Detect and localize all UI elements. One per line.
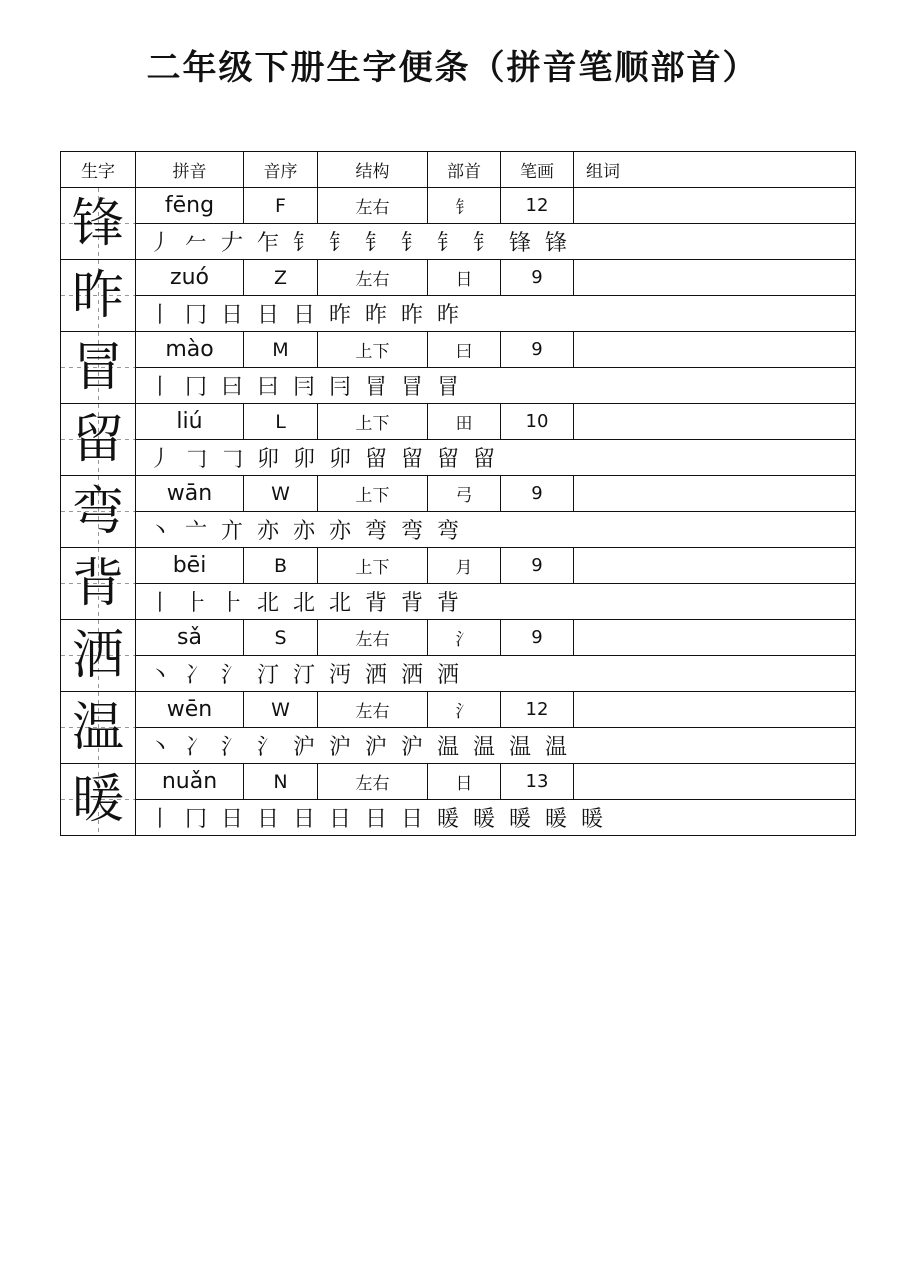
stroke-order-cell (136, 656, 856, 692)
stroke-order-cell (136, 296, 856, 332)
radical-cell: 曰 (428, 332, 501, 368)
header-pinyin: 拼音 (136, 152, 244, 188)
radical-cell: 氵 (428, 692, 501, 728)
stroke-step: 背 (400, 591, 423, 616)
stroke-step: 丨 (148, 303, 171, 328)
structure-cell: 上下 (318, 404, 428, 440)
structure-cell: 上下 (318, 548, 428, 584)
stroke-step: 亦 (292, 519, 315, 544)
page-title: 二年级下册生字便条（拼音笔顺部首） (146, 48, 759, 88)
stroke-step: 日 (292, 807, 315, 832)
stroke-step: 亦 (256, 519, 279, 544)
stroke-step: 沪 (400, 735, 423, 760)
stroke-step: 亣 (220, 519, 243, 544)
strokes-cell: 10 (501, 404, 574, 440)
stroke-step: 暖 (508, 807, 531, 832)
order-cell: Z (244, 260, 318, 296)
stroke-step: 曰 (256, 375, 279, 400)
stroke-step: 𠃌 (220, 447, 243, 472)
strokes-cell: 9 (501, 548, 574, 584)
stroke-order-cell (136, 512, 856, 548)
stroke-step: 乍 (256, 231, 279, 256)
stroke-step: 沔 (328, 663, 351, 688)
entry-info-row (61, 188, 856, 224)
stroke-step: 北 (328, 591, 351, 616)
stroke-step: 亠 (184, 519, 207, 544)
structure-cell: 上下 (318, 332, 428, 368)
stroke-step: 日 (328, 807, 351, 832)
stroke-step: 昨 (436, 303, 459, 328)
entry-info-row (61, 764, 856, 800)
stroke-step: 钅 (436, 231, 459, 256)
stroke-step: 北 (256, 591, 279, 616)
order-cell: F (244, 188, 318, 224)
stroke-step: 洒 (400, 663, 423, 688)
char-cell (61, 332, 136, 404)
stroke-step: 温 (472, 735, 495, 760)
header-strokes: 笔画 (501, 152, 574, 188)
entry-info-row (61, 332, 856, 368)
header-order: 音序 (244, 152, 318, 188)
stroke-step: 日 (220, 807, 243, 832)
words-cell (574, 332, 856, 368)
stroke-step: 冂 (184, 303, 207, 328)
strokes-cell: 13 (501, 764, 574, 800)
radical-cell: 钅 (428, 188, 501, 224)
header-radical: 部首 (428, 152, 501, 188)
entry-info-row (61, 548, 856, 584)
order-cell: L (244, 404, 318, 440)
entry-info-row (61, 620, 856, 656)
pinyin-cell: sǎ (136, 620, 244, 656)
header-char: 生字 (61, 152, 136, 188)
stroke-step: 钅 (472, 231, 495, 256)
char: 弯 (71, 481, 124, 542)
stroke-step: 钅 (292, 231, 315, 256)
entry-stroke-row (61, 800, 856, 836)
char-cell (61, 260, 136, 332)
stroke-order-cell (136, 440, 856, 476)
entry-info-row (61, 260, 856, 296)
order-cell: W (244, 476, 318, 512)
stroke-order-cell (136, 368, 856, 404)
words-cell (574, 692, 856, 728)
header-structure: 结构 (318, 152, 428, 188)
order-cell: B (244, 548, 318, 584)
stroke-step: 卯 (292, 447, 315, 472)
strokes-cell: 9 (501, 476, 574, 512)
stroke-step: 亦 (328, 519, 351, 544)
char-cell (61, 548, 136, 620)
stroke-step: 日 (220, 303, 243, 328)
stroke-step: ⺊ (220, 591, 243, 616)
stroke-step: 弯 (364, 519, 387, 544)
stroke-step: 锋 (544, 231, 567, 256)
stroke-step: 冒 (364, 375, 387, 400)
structure-cell: 左右 (318, 188, 428, 224)
pinyin-cell: fēng (136, 188, 244, 224)
stroke-step: 丶 (148, 519, 171, 544)
stroke-step: 日 (256, 807, 279, 832)
char: 留 (71, 409, 124, 470)
strokes-cell: 9 (501, 620, 574, 656)
stroke-order-cell (136, 728, 856, 764)
pinyin-cell: wēn (136, 692, 244, 728)
char: 洒 (71, 625, 124, 686)
order-cell: W (244, 692, 318, 728)
stroke-step: 冂 (184, 375, 207, 400)
stroke-step: ⺊ (184, 591, 207, 616)
char-cell (61, 692, 136, 764)
strokes-cell: 12 (501, 692, 574, 728)
stroke-step: 曰 (220, 375, 243, 400)
words-cell (574, 260, 856, 296)
strokes-cell: 9 (501, 332, 574, 368)
entry-stroke-row (61, 296, 856, 332)
stroke-step: 留 (400, 447, 423, 472)
words-cell (574, 764, 856, 800)
header-row (61, 152, 856, 188)
stroke-step: 丨 (148, 591, 171, 616)
stroke-step: 汀 (292, 663, 315, 688)
char: 暖 (71, 769, 124, 830)
stroke-step: 钅 (400, 231, 423, 256)
stroke-step: 钅 (364, 231, 387, 256)
words-cell (574, 188, 856, 224)
pinyin-cell: liú (136, 404, 244, 440)
stroke-order-cell (136, 800, 856, 836)
stroke-order-cell (136, 224, 856, 260)
stroke-step: 氵 (256, 735, 279, 760)
entry-stroke-row (61, 728, 856, 764)
char-cell (61, 764, 136, 836)
stroke-step: 沪 (328, 735, 351, 760)
stroke-step: 暖 (544, 807, 567, 832)
entry-info-row (61, 476, 856, 512)
stroke-step: 𠃌 (184, 447, 207, 472)
stroke-step: 丶 (148, 663, 171, 688)
char-cell (61, 476, 136, 548)
stroke-step: 洒 (436, 663, 459, 688)
char: 昨 (71, 265, 124, 326)
radical-cell: 田 (428, 404, 501, 440)
stroke-step: 冫 (184, 735, 207, 760)
stroke-step: 暖 (580, 807, 603, 832)
character-table (60, 151, 856, 836)
stroke-step: 弯 (436, 519, 459, 544)
stroke-step: 丿 (148, 231, 171, 256)
stroke-step: 钅 (328, 231, 351, 256)
stroke-step: 冃 (328, 375, 351, 400)
pinyin-cell: zuó (136, 260, 244, 296)
pinyin-cell: bēi (136, 548, 244, 584)
stroke-step: 氵 (220, 663, 243, 688)
char: 温 (71, 697, 124, 758)
stroke-step: 暖 (472, 807, 495, 832)
stroke-step: 锋 (508, 231, 531, 256)
stroke-step: 冃 (292, 375, 315, 400)
order-cell: M (244, 332, 318, 368)
stroke-step: 背 (364, 591, 387, 616)
char-cell (61, 188, 136, 260)
entry-stroke-row (61, 512, 856, 548)
stroke-step: 氵 (220, 735, 243, 760)
stroke-step: 汀 (256, 663, 279, 688)
stroke-step: 留 (472, 447, 495, 472)
entry-stroke-row (61, 224, 856, 260)
stroke-step: 留 (436, 447, 459, 472)
entry-info-row (61, 404, 856, 440)
stroke-step: 暖 (436, 807, 459, 832)
pinyin-cell: nuǎn (136, 764, 244, 800)
char: 冒 (71, 337, 124, 398)
stroke-step: 北 (292, 591, 315, 616)
words-cell (574, 548, 856, 584)
stroke-step: 丨 (148, 375, 171, 400)
entry-stroke-row (61, 656, 856, 692)
stroke-step: 冒 (400, 375, 423, 400)
stroke-step: 𠂇 (220, 231, 243, 256)
strokes-cell: 12 (501, 188, 574, 224)
stroke-step: 日 (400, 807, 423, 832)
radical-cell: 日 (428, 764, 501, 800)
strokes-cell: 9 (501, 260, 574, 296)
stroke-step: 昨 (328, 303, 351, 328)
radical-cell: 日 (428, 260, 501, 296)
entry-info-row (61, 692, 856, 728)
stroke-step: 丨 (148, 807, 171, 832)
stroke-step: 丶 (148, 735, 171, 760)
header-words: 组词 (574, 152, 856, 188)
stroke-step: 丿 (148, 447, 171, 472)
entry-stroke-row (61, 440, 856, 476)
stroke-step: 𠂉 (184, 231, 207, 256)
entry-stroke-row (61, 584, 856, 620)
order-cell: N (244, 764, 318, 800)
entry-stroke-row (61, 368, 856, 404)
order-cell: S (244, 620, 318, 656)
stroke-step: 温 (436, 735, 459, 760)
structure-cell: 左右 (318, 260, 428, 296)
stroke-step: 留 (364, 447, 387, 472)
pinyin-cell: wān (136, 476, 244, 512)
structure-cell: 上下 (318, 476, 428, 512)
stroke-step: 温 (508, 735, 531, 760)
stroke-step: 温 (544, 735, 567, 760)
stroke-step: 卯 (256, 447, 279, 472)
structure-cell: 左右 (318, 620, 428, 656)
stroke-step: 洒 (364, 663, 387, 688)
char-cell (61, 404, 136, 476)
stroke-step: 冫 (184, 663, 207, 688)
char: 锋 (71, 193, 124, 254)
stroke-step: 日 (364, 807, 387, 832)
stroke-step: 冂 (184, 807, 207, 832)
stroke-step: 冒 (436, 375, 459, 400)
radical-cell: 氵 (428, 620, 501, 656)
stroke-step: 弯 (400, 519, 423, 544)
char-cell (61, 620, 136, 692)
stroke-step: 沪 (292, 735, 315, 760)
pinyin-cell: mào (136, 332, 244, 368)
radical-cell: 弓 (428, 476, 501, 512)
stroke-step: 日 (292, 303, 315, 328)
words-cell (574, 620, 856, 656)
stroke-order-cell (136, 584, 856, 620)
structure-cell: 左右 (318, 764, 428, 800)
stroke-step: 背 (436, 591, 459, 616)
char: 背 (71, 553, 124, 614)
stroke-step: 沪 (364, 735, 387, 760)
stroke-step: 日 (256, 303, 279, 328)
structure-cell: 左右 (318, 692, 428, 728)
words-cell (574, 476, 856, 512)
stroke-step: 卯 (328, 447, 351, 472)
radical-cell: 月 (428, 548, 501, 584)
words-cell (574, 404, 856, 440)
stroke-step: 昨 (364, 303, 387, 328)
stroke-step: 昨 (400, 303, 423, 328)
